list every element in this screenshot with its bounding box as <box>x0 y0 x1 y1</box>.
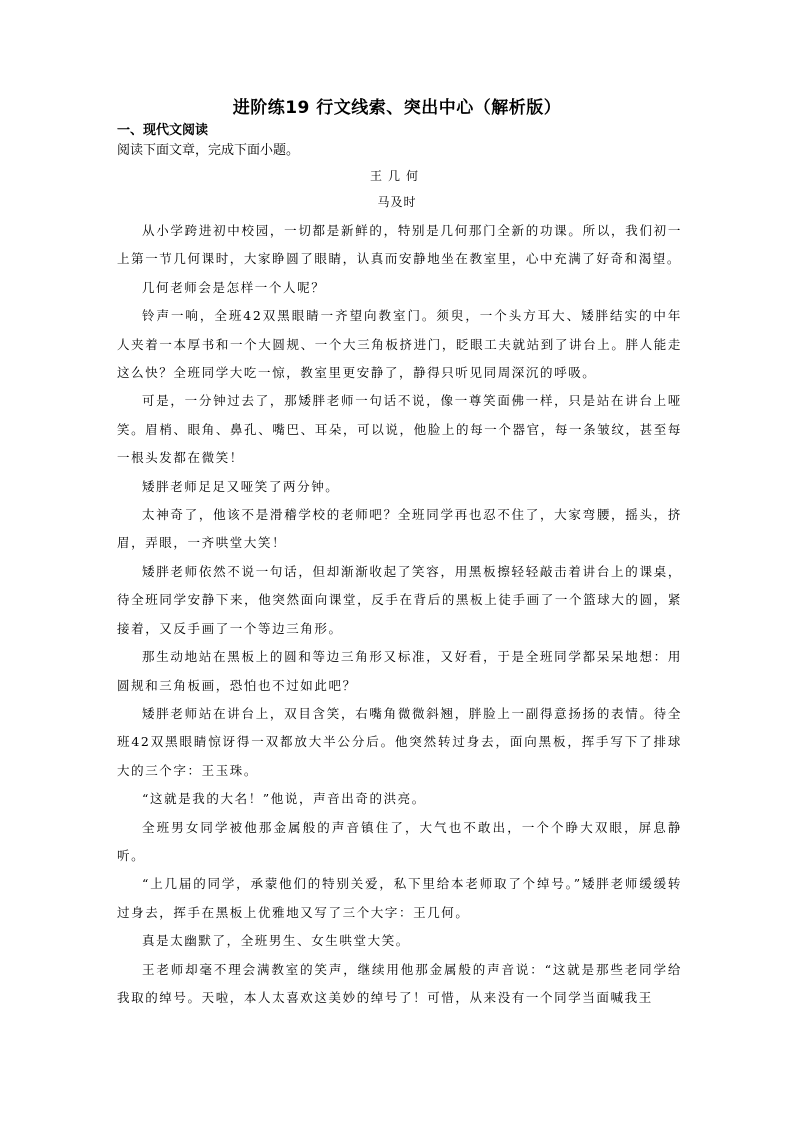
paragraph: 全班男女同学被他那金属般的声音镇住了，大气也不敢出，一个个睁大双眼，屏息静听。 <box>117 819 682 863</box>
article-author: 马及时 <box>377 195 417 209</box>
paragraph: 几何老师会是怎样一个人呢？ <box>142 279 326 295</box>
paragraph: 王老师却毫不理会满教室的笑声，继续用他那金属般的声音说：“这就是那些老同学给我取的绰号。天啦，本人太喜欢这美妙的绰号了！可惜，从来没有一个同学当面喊我王 <box>117 961 682 1005</box>
paragraph: “上几届的同学，承蒙他们的特别关爱，私下里给本老师取了个绰号。”矮胖老师缓缓转过身去，挥手在黑板上优雅地又写了三个大字：王几何。 <box>117 876 682 920</box>
paragraph: 铃声一响，全班42双黑眼睛一齐望向教室门。须臾，一个头方耳大、矮胖结实的中年人夹着一本厚书和一个大圆规、一个大三角板挤进门，眨眼工夫就站到了讲台上。胖人能走这么快？全班同学大吃一惊，教室里更安静了，静得只听见同周深沉的呼吸。 <box>117 308 682 381</box>
section-heading: 一、现代文阅读 <box>117 123 209 138</box>
paragraph: 太神奇了，他该不是滑稽学校的老师吧？全班同学再也忍不住了，大家弯腰，摇头，挤眉，弄眼，一齐哄堂大笑！ <box>117 507 682 551</box>
paragraph: 那生动地站在黑板上的圆和等边三角形又标准，又好看，于是全班同学都呆呆地想：用圆规和三角板画，恐怕也不过如此吧？ <box>117 649 682 693</box>
paragraph: 矮胖老师站在讲台上，双目含笑，右嘴角微微斜翘，胖脸上一副得意扬扬的表情。待全班42双黑眼睛惊讶得一双都放大半公分后。他突然转过身去，面向黑板，挥手写下了排球大的三个字：王玉珠。 <box>117 705 682 778</box>
paragraph: 可是，一分钟过去了，那矮胖老师一句话不说，像一尊笑面佛一样，只是站在讲台上哑笑。眉梢、眼角、鼻孔、嘴巴、耳朵，可以说，他脸上的每一个器官，每一条皱纹，甚至每一根头发都在微笑！ <box>117 393 682 466</box>
paragraph: 矮胖老师足足又哑笑了两分钟。 <box>142 478 340 494</box>
paragraph: “这就是我的大名！”他说，声音出奇的洪亮。 <box>142 791 426 807</box>
document-title: 进阶练19 行文线索、突出中心（解析版） <box>232 98 562 118</box>
paragraph: 矮胖老师依然不说一句话，但却渐渐收起了笑容，用黑板擦轻轻敲击着讲台上的课桌，待全班同学安静下来，他突然面向课堂，反手在背后的黑板上徒手画了一个篮球大的圆，紧接着，又反手画了一个等边三角形。 <box>117 563 682 636</box>
article-body <box>117 217 682 1012</box>
reading-instruction: 阅读下面文章，完成下面小题。 <box>117 143 300 158</box>
paragraph: 真是太幽默了，全班男生、女生哄堂大笑。 <box>142 933 410 949</box>
article-title: 王几何 <box>369 169 424 183</box>
paragraph: 从小学跨进初中校园，一切都是新鲜的，特别是几何那门全新的功课。所以，我们初一上第一节几何课时，大家睁圆了眼睛，认真而安静地坐在教室里，心中充满了好奇和渴望。 <box>117 223 682 267</box>
